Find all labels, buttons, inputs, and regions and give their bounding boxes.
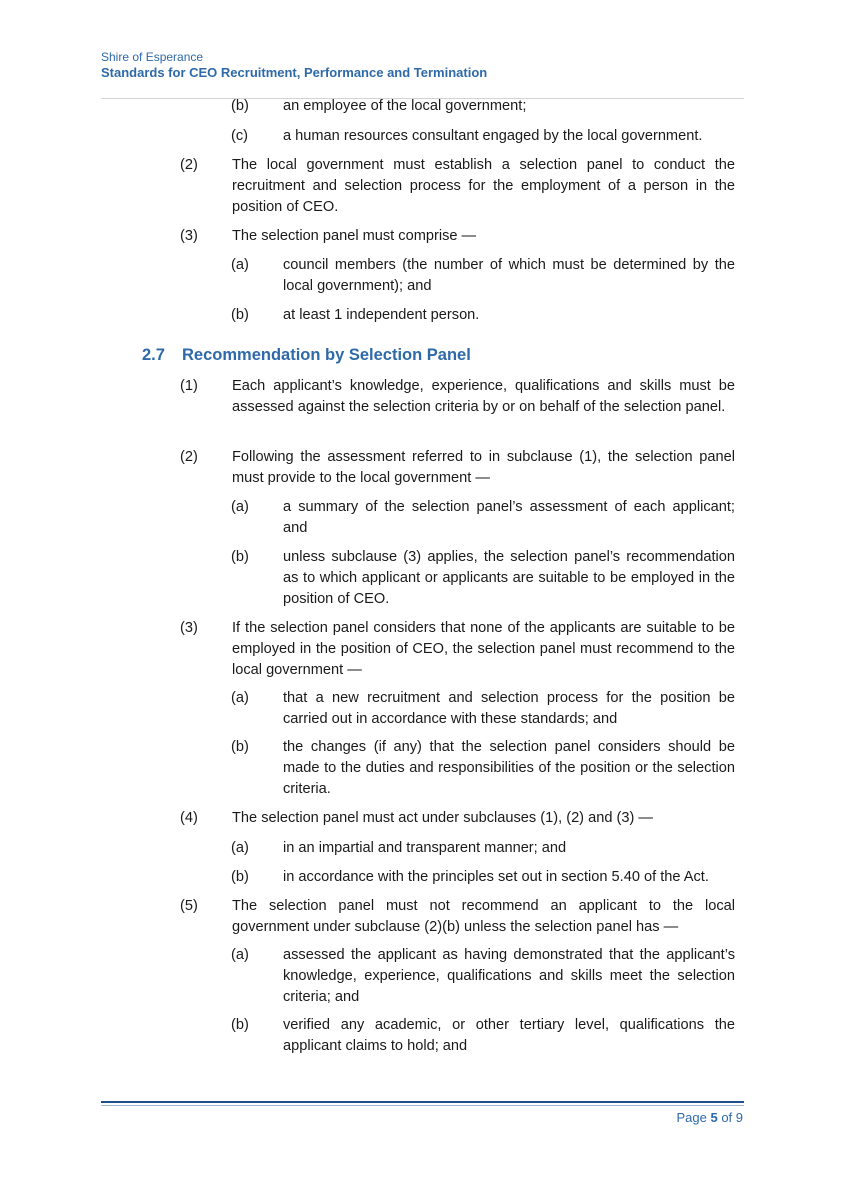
item-number: (4) bbox=[180, 810, 198, 826]
item-number: (b) bbox=[231, 869, 249, 885]
item-number: (a) bbox=[231, 947, 249, 963]
item-number: (3) bbox=[180, 620, 198, 636]
item-text: an employee of the local government; bbox=[283, 98, 527, 114]
item-number: (b) bbox=[231, 549, 249, 565]
item-text: If the selection panel considers that none of the applicants are suitable to be employed in the position of CEO, the selection panel must recommend to the local government — bbox=[232, 620, 735, 678]
item-text: assessed the applicant as having demonstrated that the applicant’s knowledge, experience, qualifications and skills meet the selection criteria; and bbox=[283, 947, 735, 1005]
item-text: Following the assessment referred to in subclause (1), the selection panel must provide to the local government — bbox=[232, 449, 735, 486]
page-number: Page 5 of 9 bbox=[676, 1110, 743, 1125]
item-number: (a) bbox=[231, 690, 249, 706]
current-page: 5 bbox=[710, 1110, 718, 1125]
item-text: in an impartial and transparent manner; and bbox=[283, 840, 567, 856]
item-number: (3) bbox=[180, 228, 198, 244]
item-text: The selection panel must act under subclauses (1), (2) and (3) — bbox=[232, 810, 653, 826]
organisation-name: Shire of Esperance bbox=[101, 50, 204, 64]
item-text: a human resources consultant engaged by the local government. bbox=[283, 128, 703, 144]
item-number: (2) bbox=[180, 449, 198, 465]
item-text: that a new recruitment and selection process for the position be carried out in accordance with these standards; and bbox=[283, 690, 735, 727]
item-text: at least 1 independent person. bbox=[283, 307, 480, 323]
item-number: (b) bbox=[231, 1017, 249, 1033]
item-number: (a) bbox=[231, 840, 249, 856]
item-text: a summary of the selection panel’s assessment of each applicant; and bbox=[283, 499, 735, 536]
item-text: verified any academic, or other tertiary level, qualifications the applicant claims to hold; and bbox=[283, 1017, 735, 1054]
item-number: (5) bbox=[180, 898, 198, 914]
item-text: council members (the number of which must be determined by the local government); and bbox=[283, 257, 735, 294]
item-number: (b) bbox=[231, 307, 249, 323]
item-text: the changes (if any) that the selection panel considers should be made to the duties and responsibilities of the position or the selection criteria. bbox=[283, 739, 735, 797]
footer-divider-thin bbox=[101, 1105, 744, 1106]
item-text: The local government must establish a selection panel to conduct the recruitment and selection process for the employment of a person in the position of CEO. bbox=[232, 157, 735, 215]
item-text: Each applicant’s knowledge, experience, qualifications and skills must be assessed against the selection criteria by or on behalf of the selection panel. bbox=[232, 378, 735, 415]
item-number: (2) bbox=[180, 157, 198, 173]
item-text: unless subclause (3) applies, the selection panel’s recommendation as to which applicant or applicants are suitable to be employed in the position of CEO. bbox=[283, 549, 735, 607]
item-number: (b) bbox=[231, 98, 249, 114]
item-text: in accordance with the principles set out in section 5.40 of the Act. bbox=[283, 869, 709, 885]
page-header bbox=[101, 50, 487, 81]
item-number: (c) bbox=[231, 128, 249, 144]
item-number: (b) bbox=[231, 739, 249, 755]
item-number: (1) bbox=[180, 378, 198, 394]
section-title: Recommendation by Selection Panel bbox=[182, 346, 471, 364]
item-number: (a) bbox=[231, 499, 249, 515]
section-heading bbox=[142, 346, 471, 365]
item-text: The selection panel must not recommend an applicant to the local government under subclause (2)(b) unless the selection panel has — bbox=[232, 898, 735, 935]
section-number: 2.7 bbox=[142, 346, 165, 364]
document-title: Standards for CEO Recruitment, Performance and Termination bbox=[101, 65, 488, 80]
item-text: The selection panel must comprise — bbox=[232, 228, 477, 244]
item-number: (a) bbox=[231, 257, 249, 273]
footer-divider bbox=[101, 1101, 744, 1103]
